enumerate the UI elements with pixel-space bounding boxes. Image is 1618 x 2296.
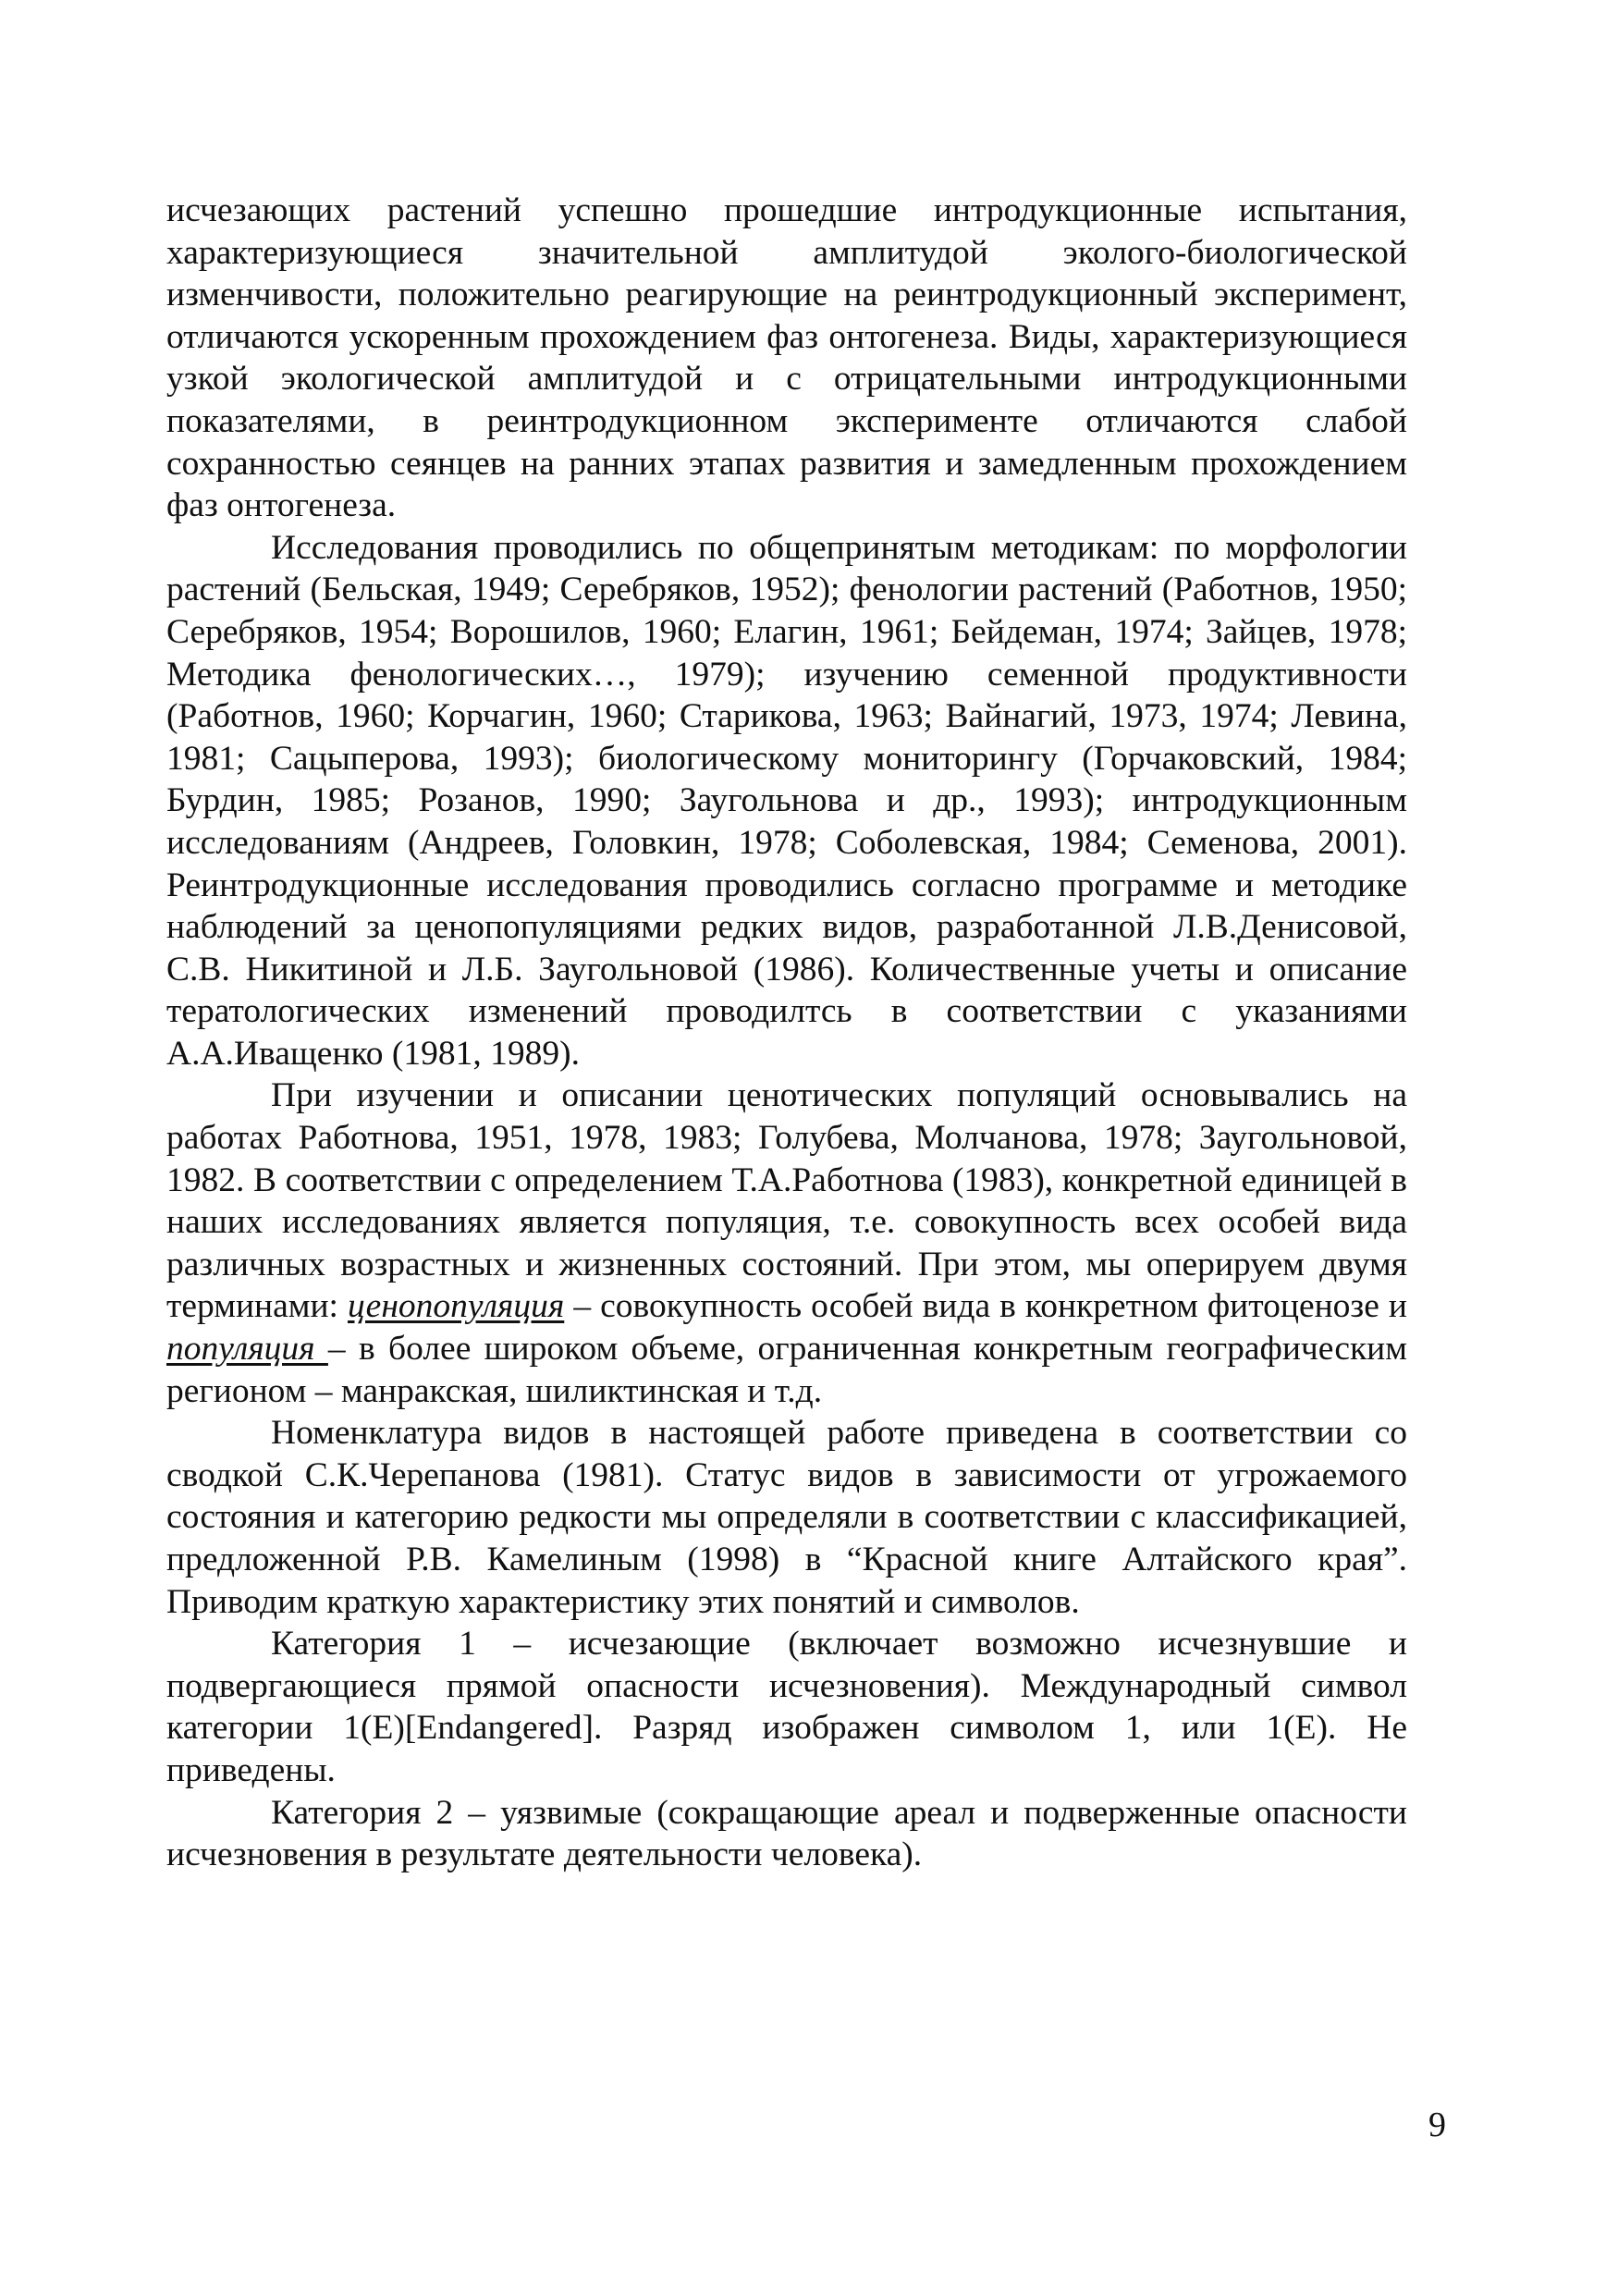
term-cenopopulation: ценопопуляция	[348, 1287, 565, 1326]
paragraph-3-text-c: – в более широком объеме, ограниченная конкретным географическим регионом – манракская, шиликтинская и т.д.	[166, 1330, 1407, 1410]
paragraph-4: Номенклатура видов в настоящей работе приведена в соответствии со сводкой С.К.Черепанова (1981). Статус видов в зависимости от угрожаемого состояния и категорию редкости мы определяли в соответствии с классификацией, предложенной Р.В. Камелиным (1998) в “Красной книге Алтайского края”. Приводим краткую характеристику этих понятий и символов.	[166, 1414, 1407, 1621]
page-body	[166, 190, 1407, 1876]
paragraph-3-text-a: При изучении и описании ценотических популяций основывались на работах Работнова, 1951, 1978, 1983; Голубева, Молчанова, 1978; Заугольновой, 1982. В соответствии с определением Т.А.Работнова (1983), конкретной единицей в наших исследованиях является популяция, т.е. совокупность всех особей вида различных возрастных и жизненных состояний. При этом, мы оперируем двумя терминами:	[166, 1076, 1407, 1326]
paragraph-3	[166, 1074, 1407, 1412]
paragraph-3-text-b: – совокупность особей вида в конкретном фитоценозе и	[564, 1287, 1407, 1326]
paragraph-6: Категория 2 – уязвимые (сокращающие ареал и подверженные опасности исчезновения в результате деятельности человека).	[166, 1793, 1407, 1874]
paragraph-1: исчезающих растений успешно прошедшие интродукционные испытания, характеризующиеся значительной амплитудой эколого-биологической изменчивости, положительно реагирующие на реинтродукционный эксперимент, отличаются ускоренным прохождением фаз онтогенеза. Виды, характеризующиеся узкой экологической амплитудой и с отрицательными интродукционными показателями, в реинтродукционном эксперименте отличаются слабой сохранностью сеянцев на ранних этапах развития и замедленным прохождением фаз онтогенеза.	[166, 191, 1407, 525]
paragraph-5: Категория 1 – исчезающие (включает возможно исчезнувшие и подвергающиеся прямой опасности исчезновения). Международный символ категории 1(E)[Endangered]. Разряд изображен символом 1, или 1(E). Не приведены.	[166, 1625, 1407, 1789]
paragraph-2: Исследования проводились по общепринятым методикам: по морфологии растений (Бельская, 1949; Серебряков, 1952); фенологии растений (Работнов, 1950; Серебряков, 1954; Ворошилов, 1960; Елагин, 1961; Бейдеман, 1974; Зайцев, 1978; Методика фенологических…, 1979); изучению семенной продуктивности (Работнов, 1960; Корчагин, 1960; Старикова, 1963; Вайнагий, 1973, 1974; Левина, 1981; Сацыперова, 1993); биологическому мониторингу (Горчаковский, 1984; Бурдин, 1985; Розанов, 1990; Заугольнова и др., 1993); интродукционным исследованиям (Андреев, Головкин, 1978; Соболевская, 1984; Семенова, 2001). Реинтродукционные исследования проводились согласно программе и методике наблюдений за ценопопуляциями редких видов, разработанной Л.В.Денисовой, С.В. Никитиной и Л.Б. Заугольновой (1986). Количественные учеты и описание тератологических изменений проводилтсь в соответствии с указаниями А.А.Иващенко (1981, 1989).	[166, 528, 1407, 1073]
page-number: 9	[1428, 2106, 1446, 2144]
term-population: популяция	[166, 1330, 328, 1369]
